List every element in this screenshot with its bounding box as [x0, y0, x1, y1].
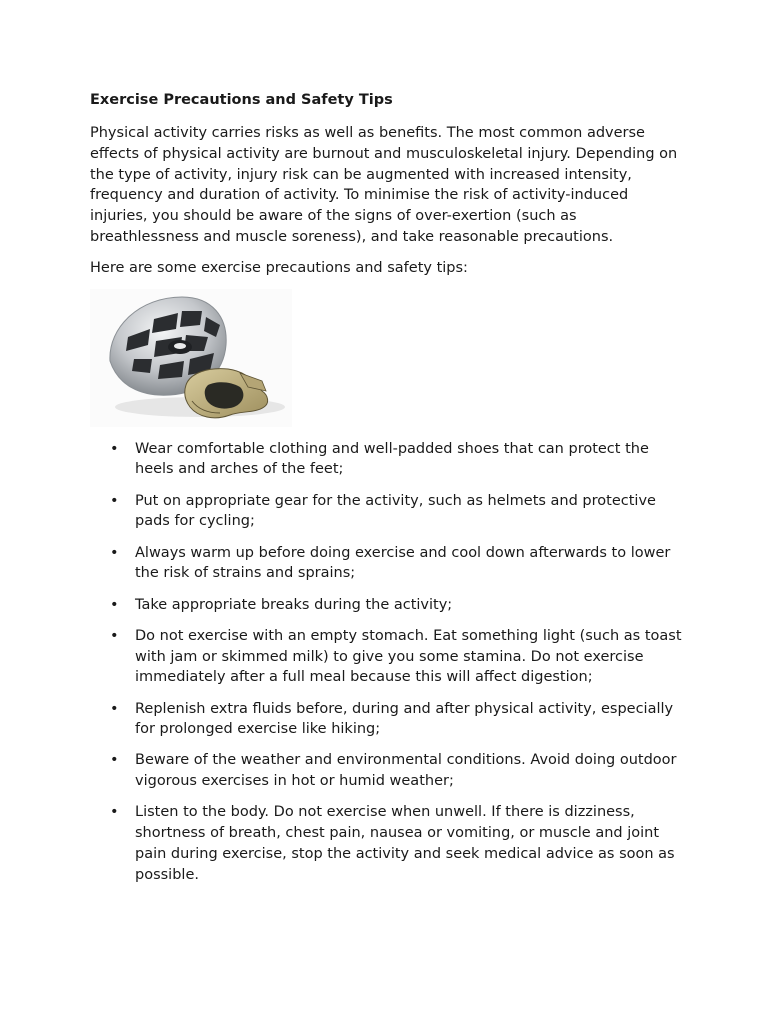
- intro-paragraph: Physical activity carries risks as well as benefits. The most common adverse effects of physical activity are burnout and musculoskeletal injury. Depending on the type of activity, injury risk can be augmented with increased intensity, frequency and duration of activity. To minimise the risk of activity-induced injuries, you should be aware of the signs of over-exertion (such as breathlessness and muscle soreness), and take reasonable precautions.: [90, 125, 678, 245]
- list-item: [90, 595, 682, 616]
- list-item: [90, 491, 682, 533]
- bullet-icon: •: [110, 492, 119, 509]
- list-item-text: Always warm up before doing exercise and cool down afterwards to lower the risk of strains and sprains;: [135, 544, 671, 582]
- list-item-text: Do not exercise with an empty stomach. Eat something light (such as toast with jam or skimmed milk) to give you some stamina. Do not exercise immediately after a full meal because this will affect digestion;: [135, 627, 682, 686]
- list-item-text: Wear comfortable clothing and well-padded shoes that can protect the heels and arches of the feet;: [135, 440, 649, 478]
- list-item: [90, 626, 682, 688]
- safety-tips-list: [90, 439, 682, 886]
- list-item-text: Listen to the body. Do not exercise when unwell. If there is dizziness, shortness of breath, chest pain, nausea or vomiting, or muscle and joint pain during exercise, stop the activity and seek medical advice as soon as possible.: [135, 804, 675, 883]
- bullet-icon: •: [110, 627, 119, 644]
- document-page: [90, 90, 682, 896]
- list-item-text: Replenish extra fluids before, during and after physical activity, especially for prolonged exercise like hiking;: [135, 700, 674, 738]
- bullet-icon: •: [110, 700, 119, 717]
- helmet-and-gloves-image: [90, 289, 292, 427]
- list-item: [90, 699, 682, 741]
- bullet-icon: •: [110, 596, 119, 613]
- bullet-icon: •: [110, 804, 119, 821]
- bullet-icon: •: [110, 752, 119, 769]
- list-item: [90, 802, 682, 885]
- list-item: [90, 543, 682, 585]
- bullet-icon: •: [110, 440, 119, 457]
- list-item-text: Beware of the weather and environmental conditions. Avoid doing outdoor vigorous exercises in hot or humid weather;: [135, 752, 677, 790]
- list-item: [90, 750, 682, 792]
- list-item: [90, 439, 682, 481]
- page-title: Exercise Precautions and Safety Tips: [90, 92, 393, 108]
- list-item-text: Take appropriate breaks during the activity;: [135, 596, 453, 613]
- lead-in-paragraph: Here are some exercise precautions and safety tips:: [90, 259, 468, 276]
- bullet-icon: •: [110, 544, 119, 561]
- list-item-text: Put on appropriate gear for the activity, such as helmets and protective pads for cycling;: [135, 492, 656, 530]
